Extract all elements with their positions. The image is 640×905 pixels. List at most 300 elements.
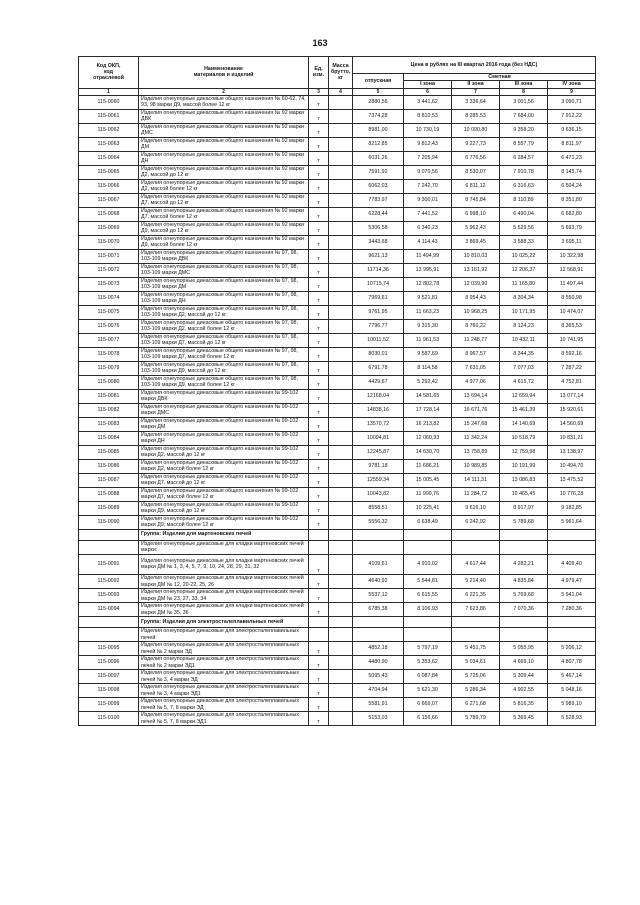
product-code: 115-0082 (79, 403, 139, 417)
estimate-zone-1: 14 581,65 (404, 389, 452, 403)
product-code: 115-0069 (79, 221, 139, 235)
estimate-zone-2: 11 248,77 (452, 333, 500, 347)
estimate-zone-3: 9 358,20 (500, 123, 548, 137)
mass-cell (329, 589, 353, 603)
header-price: Цена в рублях на III квартал 2016 года (без НДС) (353, 57, 596, 74)
empty-cell (548, 628, 596, 642)
product-name: Изделия огнеупорные динасовые общего назначения № 92 марки Д9, массой более 12 кг (139, 235, 309, 249)
empty-cell (353, 628, 404, 642)
estimate-zone-1: 6 669,07 (404, 698, 452, 712)
estimate-zone-1: 14 630,70 (404, 445, 452, 459)
estimate-zone-3: 8 344,35 (500, 347, 548, 361)
product-code: 115-0067 (79, 193, 139, 207)
estimate-zone-1: 9 521,81 (404, 291, 452, 305)
table-row (79, 333, 596, 347)
estimate-zone-4: 5 989,10 (548, 698, 596, 712)
estimate-zone-1: 6 638,49 (404, 515, 452, 529)
factory-price: 10715,74 (353, 277, 404, 291)
product-code: 115-0090 (79, 515, 139, 529)
product-name: Изделия огнеупорные динасовые общего назначения № 97, 98, 103-109 марки Д7, массой более 12 кг (139, 347, 309, 361)
mass-cell (329, 431, 353, 445)
header-name: Наименование материалов и изделий (139, 57, 309, 89)
mass-cell (329, 291, 353, 305)
estimate-zone-3: 10 465,45 (500, 487, 548, 501)
table-row (79, 459, 596, 473)
mass-cell (329, 656, 353, 670)
estimate-zone-2: 8 760,22 (452, 319, 500, 333)
estimate-zone-3: 7 077,03 (500, 361, 548, 375)
product-name: Изделия огнеупорные динасовые общего назначения № 97, 98, 103-109 марки Д7, массой до 12 кг (139, 333, 309, 347)
estimate-zone-1: 5 544,81 (404, 575, 452, 589)
unit-cell: т (309, 235, 329, 249)
table-row (79, 361, 596, 375)
column-index-5: 5 (353, 88, 404, 95)
unit-cell: т (309, 459, 329, 473)
estimate-zone-4: 5 693,79 (548, 221, 596, 235)
estimate-zone-4: 13 077,14 (548, 389, 596, 403)
product-name: Изделия огнеупорные динасовые общего назначения № 99-102 марки Д7, массой до 12 кг (139, 473, 309, 487)
empty-cell (548, 617, 596, 628)
product-code: 115-0068 (79, 207, 139, 221)
table-row (79, 109, 596, 123)
estimate-zone-2: 5 286,34 (452, 684, 500, 698)
mass-cell (329, 554, 353, 575)
estimate-zone-4: 5 961,64 (548, 515, 596, 529)
header-unit: Ед. изм. (309, 57, 329, 89)
estimate-zone-3: 4 282,21 (500, 554, 548, 575)
column-index-2: 2 (139, 88, 309, 95)
estimate-zone-1: 7 242,70 (404, 179, 452, 193)
estimate-zone-2: 5 034,61 (452, 656, 500, 670)
product-name: Изделия огнеупорные динасовые общего назначения № 92 марки Д2, массой более 12 кг (139, 179, 309, 193)
empty-cell (329, 540, 353, 554)
factory-price: 4704,94 (353, 684, 404, 698)
estimate-zone-4: 5 048,16 (548, 684, 596, 698)
unit-cell: т (309, 603, 329, 617)
estimate-zone-1: 16 213,82 (404, 417, 452, 431)
mass-cell (329, 347, 353, 361)
estimate-zone-1: 5 621,30 (404, 684, 452, 698)
estimate-zone-1: 11 663,23 (404, 305, 452, 319)
factory-price: 4640,92 (353, 575, 404, 589)
table-body (79, 95, 596, 726)
mass-cell (329, 445, 353, 459)
mass-cell (329, 403, 353, 417)
product-name: Изделия огнеупорные динасовые для электросталеплавильных печей № 5, 7, 8 марки ЭД (139, 698, 309, 712)
price-table (78, 56, 596, 726)
estimate-zone-3: 12 206,37 (500, 263, 548, 277)
table-row (79, 319, 596, 333)
estimate-zone-4: 4 752,81 (548, 375, 596, 389)
product-name: Изделия огнеупорные динасовые для кладки мартеновских печей марки ДМ № 12, 20-22, 25, 26 (139, 575, 309, 589)
estimate-zone-3: 6 284,57 (500, 151, 548, 165)
product-code: 115-0080 (79, 375, 139, 389)
table-row (79, 249, 596, 263)
product-name: Изделия огнеупорные динасовые для кладки мартеновских печей марки ДМ № 23, 27, 33, 34 (139, 589, 309, 603)
table-row (79, 95, 596, 109)
table-row (79, 179, 596, 193)
product-name: Изделия огнеупорные динасовые общего назначения № 92 марки ДМС (139, 123, 309, 137)
estimate-zone-1: 6 156,66 (404, 712, 452, 726)
estimate-zone-2: 10 989,85 (452, 459, 500, 473)
estimate-zone-3: 5 529,56 (500, 221, 548, 235)
mass-cell (329, 670, 353, 684)
group-title: Изделия огнеупорные динасовые для электросталеплавильных печей: (139, 628, 309, 642)
mass-cell (329, 95, 353, 109)
mass-cell (329, 137, 353, 151)
table-row (79, 389, 596, 403)
mass-cell (329, 375, 353, 389)
mass-cell (329, 684, 353, 698)
product-name: Изделия огнеупорные динасовые общего назначения № 97, 98, 103-109 марки ДМ (139, 277, 309, 291)
estimate-zone-3: 14 140,69 (500, 417, 548, 431)
estimate-zone-2: 4 977,06 (452, 375, 500, 389)
product-name: Изделия огнеупорные динасовые общего назначения № 97, 98, 103-109 марки Д2, массой более 12 кг (139, 319, 309, 333)
product-name: Изделия огнеупорные динасовые общего назначения № 99-102 марки ДМС (139, 403, 309, 417)
mass-cell (329, 642, 353, 656)
estimate-zone-1: 4 114,43 (404, 235, 452, 249)
unit-cell: т (309, 656, 329, 670)
column-index-9: 9 (548, 88, 596, 95)
estimate-zone-2: 8 745,84 (452, 193, 500, 207)
estimate-zone-2: 5 451,75 (452, 642, 500, 656)
product-name: Изделия огнеупорные динасовые общего назначения № 99-102 марки Д2, массой до 12 кг (139, 445, 309, 459)
estimate-zone-1: 17 728,14 (404, 403, 452, 417)
empty-cell (353, 617, 404, 628)
header-zone-4: IV зона (548, 81, 596, 88)
estimate-zone-2: 6 998,10 (452, 207, 500, 221)
estimate-zone-4: 7 912,22 (548, 109, 596, 123)
product-code: 115-0089 (79, 501, 139, 515)
estimate-zone-1: 11 961,53 (404, 333, 452, 347)
unit-cell: т (309, 165, 329, 179)
estimate-zone-2: 6 811,12 (452, 179, 500, 193)
unit-cell: т (309, 712, 329, 726)
subgroup-row (79, 628, 596, 642)
factory-price: 6791,78 (353, 361, 404, 375)
estimate-zone-1: 11 494,99 (404, 249, 452, 263)
estimate-zone-1: 4 910,02 (404, 554, 452, 575)
empty-cell (329, 617, 353, 628)
product-name: Изделия огнеупорные динасовые для электросталеплавильных печей № 2 марки ЭД (139, 642, 309, 656)
factory-price: 4109,61 (353, 554, 404, 575)
estimate-zone-3: 3 588,33 (500, 235, 548, 249)
product-code: 115-0061 (79, 109, 139, 123)
empty-cell (353, 529, 404, 540)
estimate-zone-3: 7 070,36 (500, 603, 548, 617)
table-row (79, 207, 596, 221)
estimate-zone-4: 8 550,98 (548, 291, 596, 305)
estimate-zone-1: 15 005,45 (404, 473, 452, 487)
estimate-zone-3: 10 171,95 (500, 305, 548, 319)
unit-cell: т (309, 389, 329, 403)
product-code: 115-0097 (79, 670, 139, 684)
product-code: 115-0081 (79, 389, 139, 403)
estimate-zone-4: 8 592,16 (548, 347, 596, 361)
factory-price: 7796,77 (353, 319, 404, 333)
header-estimate: Сметная (404, 74, 596, 81)
estimate-zone-2: 11 284,72 (452, 487, 500, 501)
product-name: Изделия огнеупорные динасовые общего назначения № 97, 98, 103-109 марки ДМС (139, 263, 309, 277)
estimate-zone-4: 8 351,80 (548, 193, 596, 207)
estimate-zone-1: 5 797,19 (404, 642, 452, 656)
estimate-zone-3: 5 369,45 (500, 712, 548, 726)
estimate-zone-3: 5 769,68 (500, 589, 548, 603)
empty-cell (329, 529, 353, 540)
group-row (79, 617, 596, 628)
estimate-zone-3: 15 461,39 (500, 403, 548, 417)
estimate-zone-2: 5 214,40 (452, 575, 500, 589)
table-row (79, 487, 596, 501)
empty-cell (548, 529, 596, 540)
table-row (79, 137, 596, 151)
factory-price: 8981,00 (353, 123, 404, 137)
factory-price: 5153,03 (353, 712, 404, 726)
column-index-7: 7 (452, 88, 500, 95)
header-zone-3: III зона (500, 81, 548, 88)
product-name: Изделия огнеупорные динасовые общего назначения № 99-102 марки ДН (139, 431, 309, 445)
product-code: 115-0091 (79, 554, 139, 575)
table-row (79, 712, 596, 726)
estimate-zone-3: 12 659,94 (500, 389, 548, 403)
subgroup-row (79, 540, 596, 554)
unit-cell: т (309, 193, 329, 207)
estimate-zone-3: 5 816,35 (500, 698, 548, 712)
factory-price: 12559,34 (353, 473, 404, 487)
factory-price: 2880,56 (353, 95, 404, 109)
mass-cell (329, 235, 353, 249)
product-name: Изделия огнеупорные динасовые общего назначения № 92 марки ДВК (139, 109, 309, 123)
estimate-zone-1: 12 060,93 (404, 431, 452, 445)
product-code: 115-0066 (79, 179, 139, 193)
estimate-zone-1: 11 686,21 (404, 459, 452, 473)
product-code: 115-0100 (79, 712, 139, 726)
mass-cell (329, 712, 353, 726)
product-code: 115-0083 (79, 417, 139, 431)
empty-cell (309, 628, 329, 642)
table-row (79, 375, 596, 389)
estimate-zone-4: 7 280,36 (548, 603, 596, 617)
estimate-zone-3: 10 191,99 (500, 459, 548, 473)
unit-cell: т (309, 305, 329, 319)
empty-cell (452, 540, 500, 554)
table-row (79, 575, 596, 589)
table-row (79, 417, 596, 431)
estimate-zone-1: 6 340,23 (404, 221, 452, 235)
mass-cell (329, 193, 353, 207)
estimate-zone-2: 13 758,89 (452, 445, 500, 459)
product-code: 115-0063 (79, 137, 139, 151)
estimate-zone-3: 6 490,04 (500, 207, 548, 221)
empty-cell (452, 529, 500, 540)
estimate-zone-2: 8 285,53 (452, 109, 500, 123)
estimate-zone-3: 6 316,63 (500, 179, 548, 193)
product-code: 115-0093 (79, 589, 139, 603)
factory-price: 10094,81 (353, 431, 404, 445)
factory-price: 12168,04 (353, 389, 404, 403)
estimate-zone-4: 6 504,24 (548, 179, 596, 193)
estimate-zone-3: 11 165,80 (500, 277, 548, 291)
estimate-zone-2: 5 725,06 (452, 670, 500, 684)
unit-cell: т (309, 417, 329, 431)
empty-cell (500, 617, 548, 628)
unit-cell: т (309, 291, 329, 305)
estimate-zone-4: 9 636,15 (548, 123, 596, 137)
product-code: 115-0073 (79, 277, 139, 291)
product-name: Изделия огнеупорные динасовые общего назначения № 99-102 марки ДМ (139, 417, 309, 431)
estimate-zone-3: 5 055,95 (500, 642, 548, 656)
unit-cell: т (309, 473, 329, 487)
factory-price: 7969,61 (353, 291, 404, 305)
estimate-zone-2: 6 221,35 (452, 589, 500, 603)
unit-cell: т (309, 249, 329, 263)
table-row (79, 151, 596, 165)
estimate-zone-3: 4 615,72 (500, 375, 548, 389)
estimate-zone-4: 10 494,70 (548, 459, 596, 473)
product-code: 115-0085 (79, 445, 139, 459)
product-code: 115-0076 (79, 319, 139, 333)
estimate-zone-4: 8 365,53 (548, 319, 596, 333)
unit-cell: т (309, 487, 329, 501)
product-code: 115-0096 (79, 656, 139, 670)
estimate-zone-4: 6 682,80 (548, 207, 596, 221)
factory-price: 7591,92 (353, 165, 404, 179)
estimate-zone-3: 10 518,79 (500, 431, 548, 445)
mass-cell (329, 389, 353, 403)
empty-cell (309, 540, 329, 554)
unit-cell: т (309, 319, 329, 333)
product-name: Изделия огнеупорные динасовые для электросталеплавильных печей № 3, 4 марки ЭД1 (139, 684, 309, 698)
mass-cell (329, 319, 353, 333)
mass-cell (329, 123, 353, 137)
mass-cell (329, 333, 353, 347)
factory-price: 12245,87 (353, 445, 404, 459)
estimate-zone-2: 5 962,43 (452, 221, 500, 235)
estimate-zone-4: 6 471,23 (548, 151, 596, 165)
header-code: Код ОКП, код отраслевой (79, 57, 139, 89)
estimate-zone-2: 9 227,73 (452, 137, 500, 151)
estimate-zone-4: 12 568,91 (548, 263, 596, 277)
table-row (79, 698, 596, 712)
factory-price: 6062,03 (353, 179, 404, 193)
product-code: 115-0077 (79, 333, 139, 347)
factory-price: 6785,38 (353, 603, 404, 617)
empty-cell (548, 540, 596, 554)
estimate-zone-3: 7 684,00 (500, 109, 548, 123)
empty-cell (404, 628, 452, 642)
estimate-zone-4: 10 831,21 (548, 431, 596, 445)
table-row (79, 589, 596, 603)
table-row (79, 501, 596, 515)
table-row (79, 515, 596, 529)
estimate-zone-4: 10 741,95 (548, 333, 596, 347)
empty-cell (309, 529, 329, 540)
unit-cell: т (309, 589, 329, 603)
product-name: Изделия огнеупорные динасовые общего назначения № 92 марки Д7, массой до 12 кг (139, 193, 309, 207)
product-name: Изделия огнеупорные динасовые общего назначения № 92 марки Д2, массой до 12 кг (139, 165, 309, 179)
factory-price: 9621,13 (353, 249, 404, 263)
product-name: Изделия огнеупорные динасовые общего назначения № 97, 98, 103-109 марки ДВК (139, 249, 309, 263)
estimate-zone-1: 9 812,43 (404, 137, 452, 151)
product-name: Изделия огнеупорные динасовые общего назначения № 99-102 марки ДВК (139, 389, 309, 403)
table-row (79, 603, 596, 617)
group-title: Группа: Изделия для мартеновских печей (139, 529, 309, 540)
estimate-zone-2: 13 694,14 (452, 389, 500, 403)
estimate-zone-4: 7 287,22 (548, 361, 596, 375)
estimate-zone-3: 4 902,55 (500, 684, 548, 698)
estimate-zone-3: 5 789,68 (500, 515, 548, 529)
estimate-zone-4: 4 409,40 (548, 554, 596, 575)
empty-cell (500, 628, 548, 642)
estimate-zone-3: 7 910,78 (500, 165, 548, 179)
empty-cell (404, 529, 452, 540)
empty-cell (353, 540, 404, 554)
factory-price: 10043,82 (353, 487, 404, 501)
estimate-zone-1: 5 292,42 (404, 375, 452, 389)
estimate-zone-2: 14 111,31 (452, 473, 500, 487)
unit-cell: т (309, 642, 329, 656)
estimate-zone-4: 3 090,71 (548, 95, 596, 109)
product-name: Изделия огнеупорные динасовые для электросталеплавильных печей № 3, 4 марки ЭД (139, 670, 309, 684)
mass-cell (329, 263, 353, 277)
table-row (79, 684, 596, 698)
estimate-zone-1: 10 730,19 (404, 123, 452, 137)
unit-cell: т (309, 670, 329, 684)
estimate-zone-2: 6 271,68 (452, 698, 500, 712)
empty-cell (329, 628, 353, 642)
estimate-zone-2: 6 242,92 (452, 515, 500, 529)
mass-cell (329, 179, 353, 193)
unit-cell: т (309, 554, 329, 575)
empty-cell (500, 540, 548, 554)
estimate-zone-2: 11 342,24 (452, 431, 500, 445)
estimate-zone-4: 9 182,85 (548, 501, 596, 515)
product-code: 115-0072 (79, 263, 139, 277)
column-index-1: 1 (79, 88, 139, 95)
unit-cell: т (309, 501, 329, 515)
estimate-zone-1: 8 114,58 (404, 361, 452, 375)
column-index-6: 6 (404, 88, 452, 95)
product-code: 115-0088 (79, 487, 139, 501)
estimate-zone-3: 4 835,84 (500, 575, 548, 589)
estimate-zone-3: 8 557,79 (500, 137, 548, 151)
product-code: 115-0078 (79, 347, 139, 361)
group-code-cell (79, 529, 139, 540)
estimate-zone-3: 10 025,22 (500, 249, 548, 263)
unit-cell: т (309, 95, 329, 109)
mass-cell (329, 165, 353, 179)
estimate-zone-4: 11 497,44 (548, 277, 596, 291)
product-name: Изделия огнеупорные динасовые общего назначения № 92 марки ДМ (139, 137, 309, 151)
estimate-zone-4: 8 811,97 (548, 137, 596, 151)
estimate-zone-3: 4 669,10 (500, 656, 548, 670)
table-row (79, 554, 596, 575)
unit-cell: т (309, 277, 329, 291)
estimate-zone-2: 16 671,76 (452, 403, 500, 417)
product-code: 115-0098 (79, 684, 139, 698)
estimate-zone-3: 10 432,11 (500, 333, 548, 347)
table-row (79, 221, 596, 235)
estimate-zone-4: 5 528,93 (548, 712, 596, 726)
column-index-8: 8 (500, 88, 548, 95)
product-name: Изделия огнеупорные динасовые общего назначения № 99-102 марки Д7, массой более 12 кг (139, 487, 309, 501)
estimate-zone-2: 3 869,45 (452, 235, 500, 249)
estimate-zone-1: 3 441,62 (404, 95, 452, 109)
empty-cell (404, 540, 452, 554)
header-mass: Масса брутто, кг (329, 57, 353, 89)
mass-cell (329, 459, 353, 473)
estimate-zone-4: 10 474,07 (548, 305, 596, 319)
